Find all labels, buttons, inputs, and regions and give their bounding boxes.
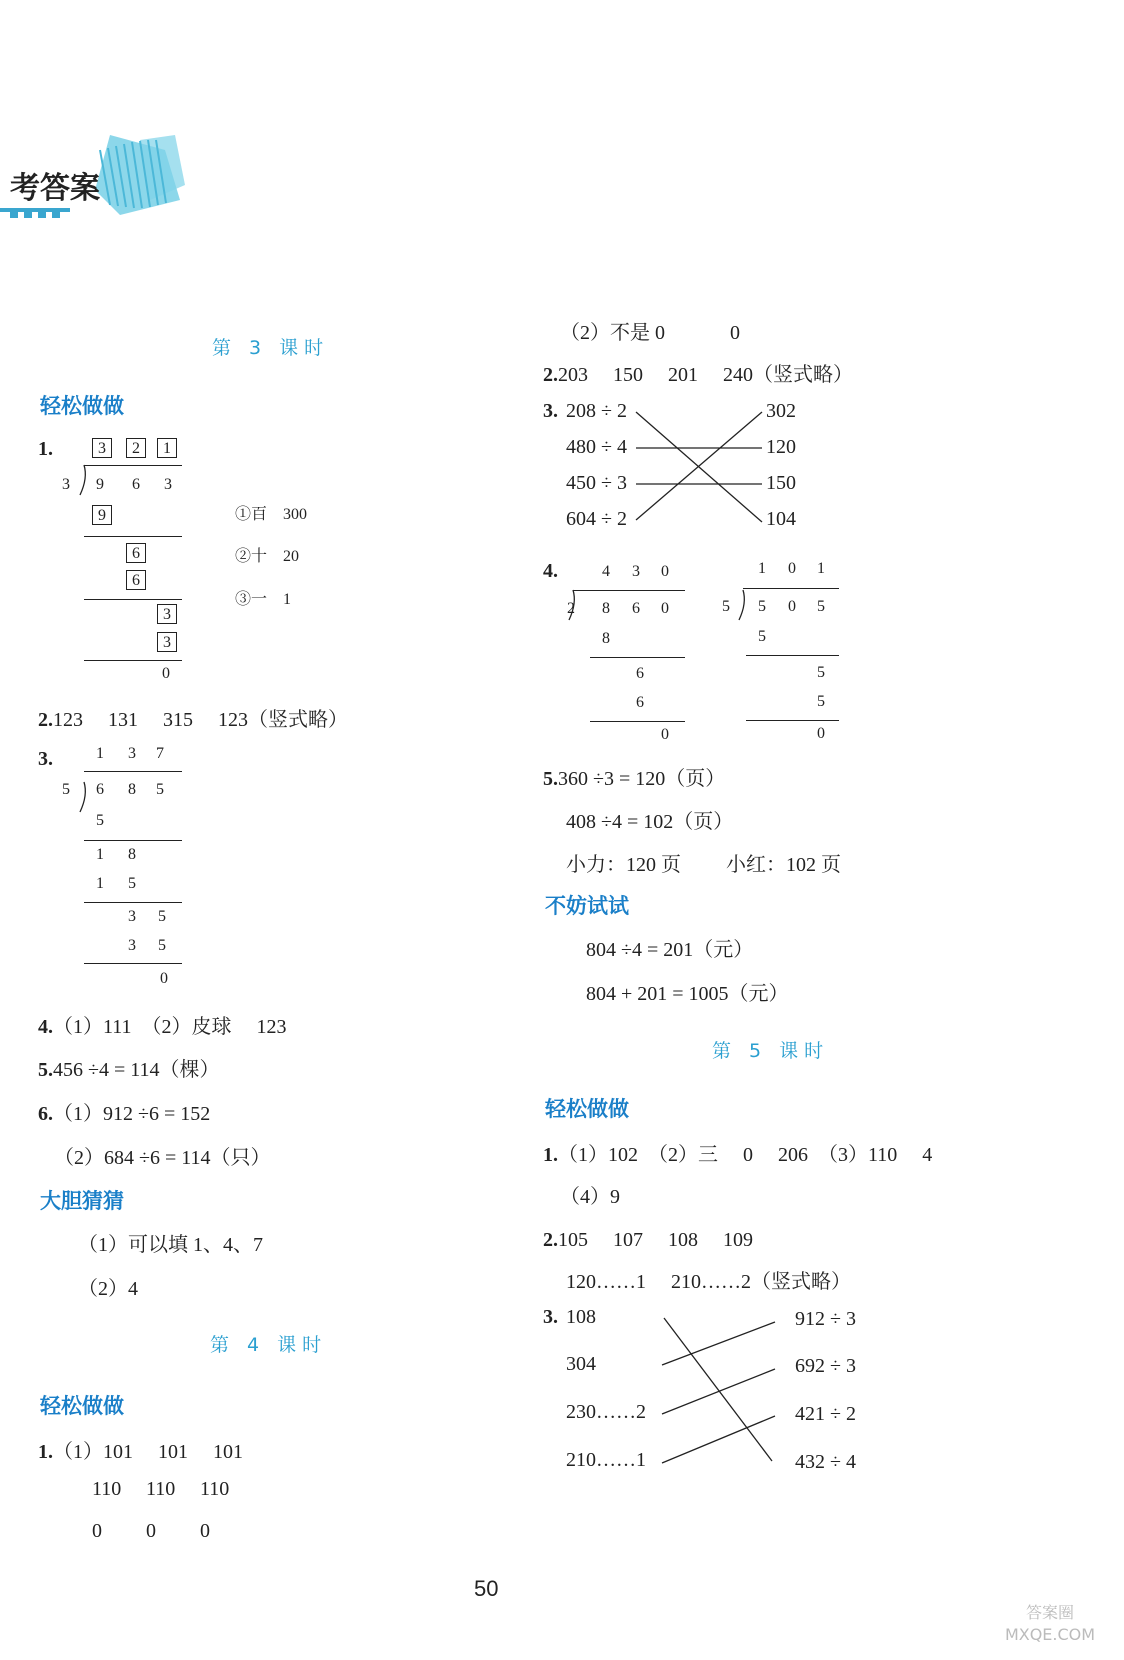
q1-step-box: 6 [126, 570, 146, 590]
q1-note: ③一 1 [235, 591, 292, 608]
q5-number: 5. [38, 1059, 53, 1081]
r-q3-left: 604 ÷ 2 [566, 508, 627, 530]
section-easy-3: 轻松做做 [545, 1097, 629, 1121]
section-try: 不妨试试 [545, 894, 629, 918]
q2-number: 2. [38, 709, 53, 731]
r-q4b-dividend: 5 [817, 598, 825, 615]
l5-q3-left: 230……2 [566, 1401, 646, 1423]
r-q4b-step: 5 [817, 693, 825, 710]
q3-step: 1 [96, 875, 104, 892]
r-q4a-dividend: 8 [602, 600, 610, 617]
q1-divisor: 3 [62, 476, 70, 493]
l4-q1-value: 0 [92, 1520, 102, 1542]
r-q3-left: 480 ÷ 4 [566, 436, 627, 458]
q6-number: 6. [38, 1103, 53, 1125]
r-q4a-quotient: 3 [632, 563, 640, 580]
q6-line: （1）912 ÷6 = 152 [53, 1103, 211, 1125]
r-q3-right: 104 [766, 508, 796, 530]
l5-q3-left: 304 [566, 1353, 596, 1375]
l5-q3-left: 108 [566, 1306, 596, 1328]
r-q4a-remainder: 0 [661, 726, 669, 743]
l4-q1-value: 0 [146, 1520, 156, 1542]
q1-quotient-digit: 2 [126, 438, 146, 458]
r-q1-part2: （2）不是 0 0 [560, 322, 740, 344]
r-q4a-dividend: 0 [661, 600, 669, 617]
l5-q3-number: 3. [543, 1306, 558, 1328]
q3-dividend-digit: 6 [96, 781, 104, 798]
q1-quotient-digit: 3 [92, 438, 112, 458]
l5-q3-right: 432 ÷ 4 [795, 1451, 856, 1473]
q6-line: （2）684 ÷6 = 114（只） [54, 1147, 271, 1169]
lesson-3-heading: 第 3 课时 [212, 337, 330, 359]
q3-quotient-digit: 1 [96, 745, 104, 762]
q3-step: 3 [128, 937, 136, 954]
q3-dividend-digit: 5 [156, 781, 164, 798]
l5-q2-number: 2. [543, 1229, 558, 1251]
l5-q1-number: 1. [543, 1144, 558, 1166]
q3-dividend-digit: 8 [128, 781, 136, 798]
q1-note: ①百 300 [235, 506, 308, 523]
q3-quotient-digit: 3 [128, 745, 136, 762]
q3-step: 5 [96, 812, 104, 829]
l5-q3-right: 692 ÷ 3 [795, 1355, 856, 1377]
q1-step-box: 9 [92, 505, 112, 525]
lesson-5-heading: 第 5 课时 [712, 1040, 830, 1062]
l4-q1-value: 110 [200, 1478, 230, 1500]
l5-q3-right: 912 ÷ 3 [795, 1308, 856, 1330]
r-q3-left: 450 ÷ 3 [566, 472, 627, 494]
q3-step: 1 [96, 846, 104, 863]
l5-q2-line: 120……1 210……2（竖式略） [566, 1271, 851, 1293]
r-q4a-quotient: 4 [602, 563, 610, 580]
r-q4a-step: 6 [636, 694, 644, 711]
l4-q1-value: 0 [200, 1520, 210, 1542]
watermark: 答案圈 MXQE.COM [1004, 1603, 1096, 1644]
q5-text: 456 ÷4 = 114（棵） [53, 1059, 220, 1081]
q3-step: 3 [128, 908, 136, 925]
q1-step-box: 3 [157, 632, 177, 652]
r-q5-line: 360 ÷3 = 120（页） [558, 768, 726, 790]
lesson-4-heading: 第 4 课时 [210, 1334, 328, 1356]
header-title: 考答案 [10, 171, 100, 206]
q3-quotient-digit: 7 [156, 745, 164, 762]
l4-q1-text: （1）101 101 101 [53, 1441, 243, 1463]
l5-q1-line: （1）102 （2）三 0 206 （3）110 4 [558, 1144, 933, 1166]
r-q4a-step: 6 [636, 665, 644, 682]
section-easy-2: 轻松做做 [40, 1394, 124, 1418]
q3-step: 5 [158, 908, 166, 925]
section-easy-1: 轻松做做 [40, 394, 124, 418]
r-q4b-remainder: 0 [817, 725, 825, 742]
r-q4b-quotient: 0 [788, 560, 796, 577]
l5-q3-right: 421 ÷ 2 [795, 1403, 856, 1425]
r-q4b-step: 5 [817, 664, 825, 681]
r-q4b-step: 5 [758, 628, 766, 645]
q1-remainder: 0 [162, 665, 170, 682]
q3-step: 5 [128, 875, 136, 892]
r-q4b-dividend: 0 [788, 598, 796, 615]
q1-step-box: 3 [157, 604, 177, 624]
r-q5-line: 小力：120 页 小红：102 页 [566, 854, 841, 876]
r-q4a-dividend: 6 [632, 600, 640, 617]
r-q4a-quotient: 0 [661, 563, 669, 580]
section-guess: 大胆猜猜 [40, 1189, 124, 1213]
r-q4b-quotient: 1 [758, 560, 766, 577]
r-q4a-step: 8 [602, 630, 610, 647]
q1-quotient-digit: 1 [157, 438, 177, 458]
r-q5-line: 408 ÷4 = 102（页） [566, 811, 734, 833]
q1-dividend-digit: 3 [164, 476, 172, 493]
q1-number: 1. [38, 438, 53, 460]
q3-remainder: 0 [160, 970, 168, 987]
r-q4-number: 4. [543, 560, 558, 582]
l5-q1-line: （4）9 [560, 1186, 620, 1208]
q1-dividend-digit: 9 [96, 476, 104, 493]
r-q4b-divisor: 5 [722, 598, 730, 615]
l4-q1-value: 110 [92, 1478, 122, 1500]
l4-q1-number: 1. [38, 1441, 53, 1463]
r-q2-text: 203 150 201 240（竖式略） [558, 364, 853, 386]
r-q3-right: 150 [766, 472, 796, 494]
page-number: 50 [474, 1576, 499, 1601]
guess-line: （2）4 [78, 1278, 138, 1300]
r-q3-number: 3. [543, 400, 558, 422]
q3-number: 3. [38, 748, 53, 770]
try-line: 804 + 201 = 1005（元） [586, 983, 789, 1005]
r-q4a-divisor: 2 [567, 600, 575, 617]
r-q2-number: 2. [543, 364, 558, 386]
r-q4b-dividend: 5 [758, 598, 766, 615]
q3-step: 5 [158, 937, 166, 954]
r-q3-left: 208 ÷ 2 [566, 400, 627, 422]
q3-step: 8 [128, 846, 136, 863]
r-q3-right: 302 [766, 400, 796, 422]
try-line: 804 ÷4 = 201（元） [586, 939, 754, 961]
r-q5-number: 5. [543, 768, 558, 790]
guess-line: （1）可以填 1、4、7 [78, 1234, 263, 1256]
q1-note: ②十 20 [235, 548, 300, 565]
q1-dividend-digit: 6 [132, 476, 140, 493]
l5-q3-left: 210……1 [566, 1449, 646, 1471]
q1-step-box: 6 [126, 543, 146, 563]
q3-divisor: 5 [62, 781, 70, 798]
q4-number: 4. [38, 1016, 53, 1038]
l5-q2-line: 105 107 108 109 [558, 1229, 753, 1251]
q4-text: （1）111 （2）皮球 123 [53, 1016, 287, 1038]
q2-text: 123 131 315 123（竖式略） [53, 709, 348, 731]
r-q4b-quotient: 1 [817, 560, 825, 577]
r-q3-right: 120 [766, 436, 796, 458]
l4-q1-value: 110 [146, 1478, 176, 1500]
